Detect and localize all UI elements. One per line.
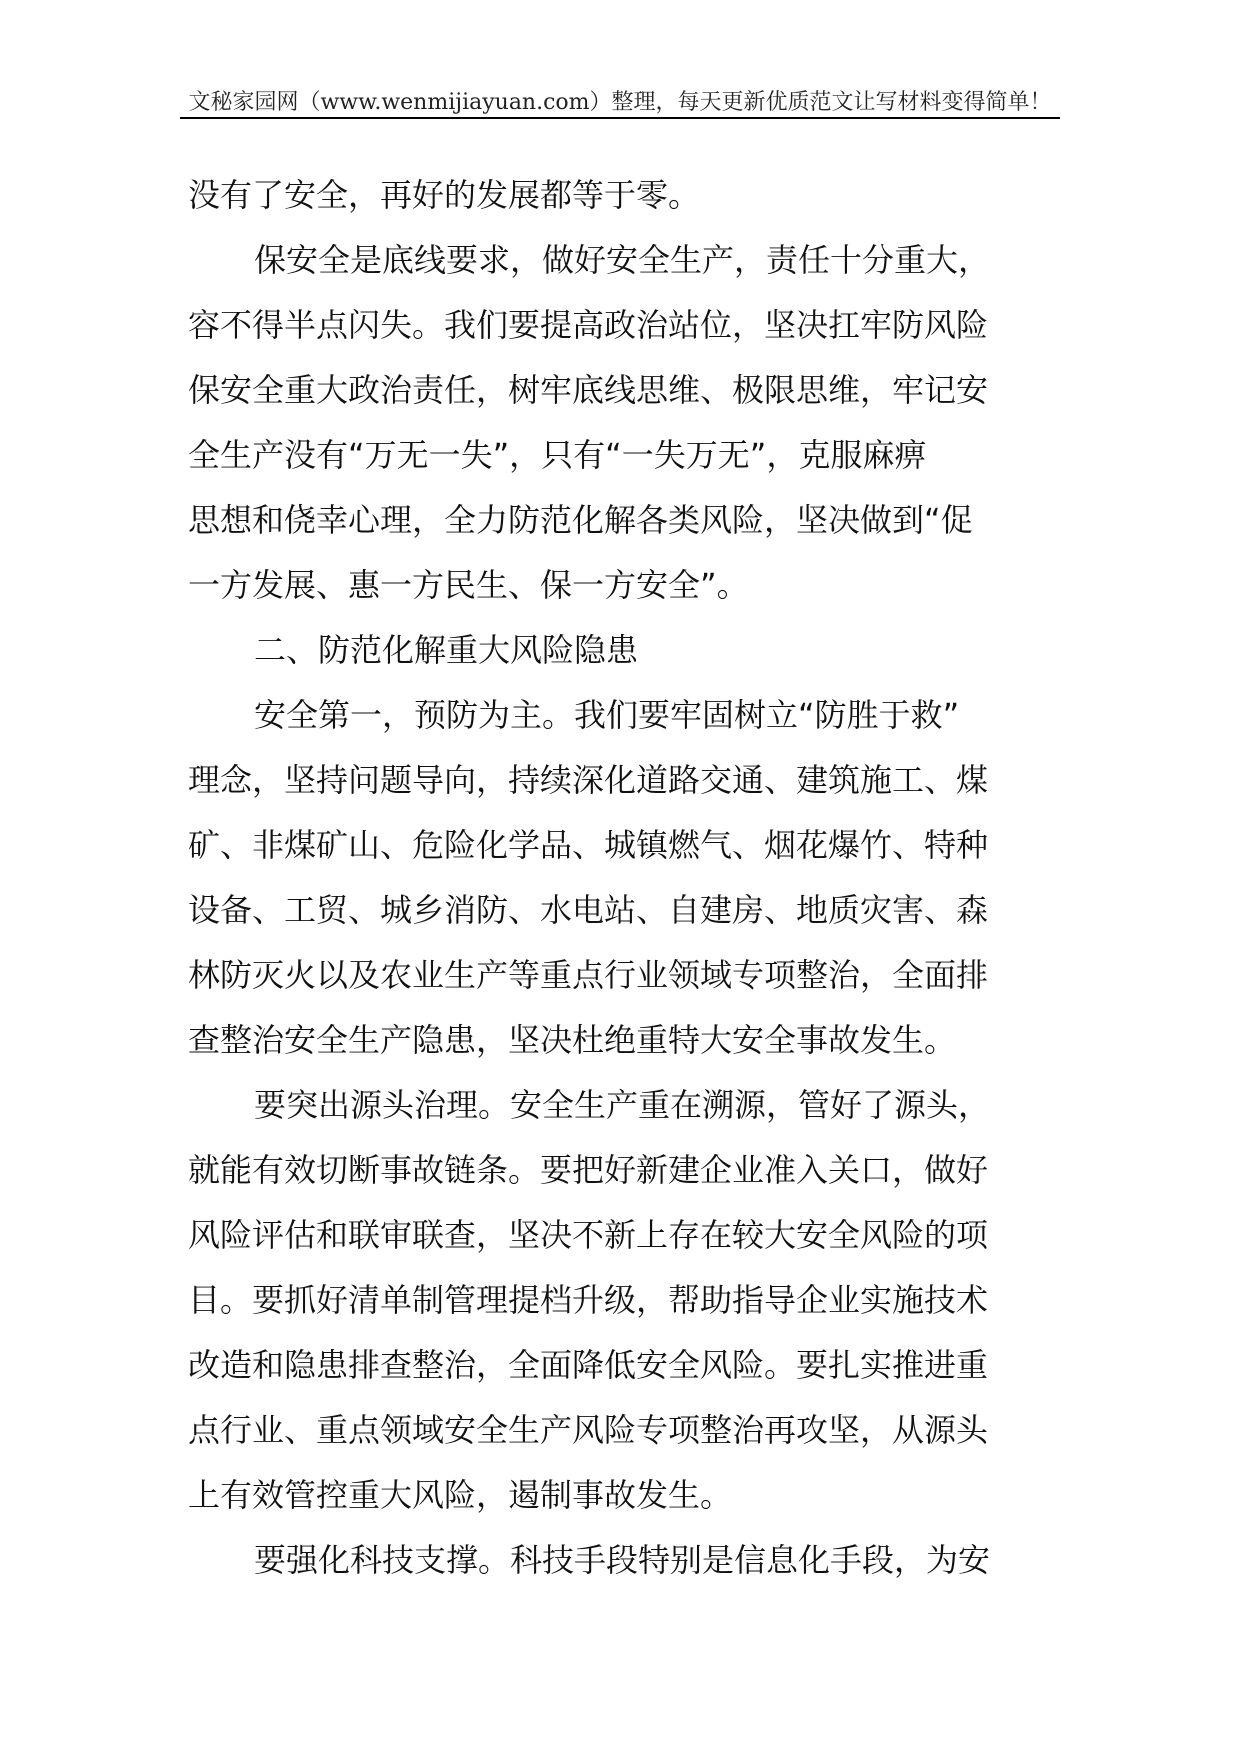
text-line: 矿、非煤矿山、危险化学品、城镇燃气、烟花爆竹、特种: [188, 826, 989, 864]
text-line: 理念，坚持问题导向，持续深化道路交通、建筑施工、煤: [188, 761, 989, 799]
header-divider: [180, 117, 1060, 119]
text-line: 保安全重大政治责任，树牢底线思维、极限思维，牢记安: [188, 371, 989, 409]
text-line: 保安全是底线要求，做好安全生产，责任十分重大，: [254, 241, 991, 279]
text-line: 目。要抓好清单制管理提档升级，帮助指导企业实施技术: [188, 1281, 989, 1319]
text-line: 查整治安全生产隐患，坚决杜绝重特大安全事故发生。: [188, 1021, 957, 1059]
text-line: 一方发展、惠一方民生、保一方安全”。: [188, 566, 749, 604]
text-line: 思想和侥幸心理，全力防范化解各类风险，坚决做到“促: [188, 501, 973, 539]
text-line: 没有了安全，再好的发展都等于零。: [188, 176, 701, 214]
text-line: 风险评估和联审联查，坚决不新上存在较大安全风险的项: [188, 1216, 989, 1254]
text-line: 就能有效切断事故链条。要把好新建企业准入关口，做好: [188, 1151, 989, 1189]
document-body: [188, 163, 1052, 1593]
text-line: 容不得半点闪失。我们要提高政治站位，坚决扛牢防风险: [188, 306, 989, 344]
text-line: 二、防范化解重大风险隐患: [254, 631, 639, 669]
text-line: 点行业、重点领域安全生产风险专项整治再攻坚，从源头: [188, 1411, 989, 1449]
text-line: 要强化科技支撑。科技手段特别是信息化手段，为安: [254, 1541, 991, 1579]
text-line: 要突出源头治理。安全生产重在溯源，管好了源头，: [254, 1086, 991, 1124]
text-line: 设备、工贸、城乡消防、水电站、自建房、地质灾害、森: [188, 891, 989, 929]
text-line: 全生产没有“万无一失”，只有“一失万无”，克服麻痹: [188, 436, 927, 474]
text-line: 改造和隐患排查整治，全面降低安全风险。要扎实推进重: [188, 1346, 989, 1384]
text-line: 安全第一，预防为主。我们要牢固树立“防胜于救”: [254, 696, 960, 734]
text-line: 上有效管控重大风险，遏制事故发生。: [188, 1476, 733, 1514]
text-line: 林防灭火以及农业生产等重点行业领域专项整治，全面排: [188, 956, 989, 994]
page-header: 文秘家园网（www.wenmijiayuan.com）整理，每天更新优质范文让写材料变得简单！: [188, 90, 1052, 115]
